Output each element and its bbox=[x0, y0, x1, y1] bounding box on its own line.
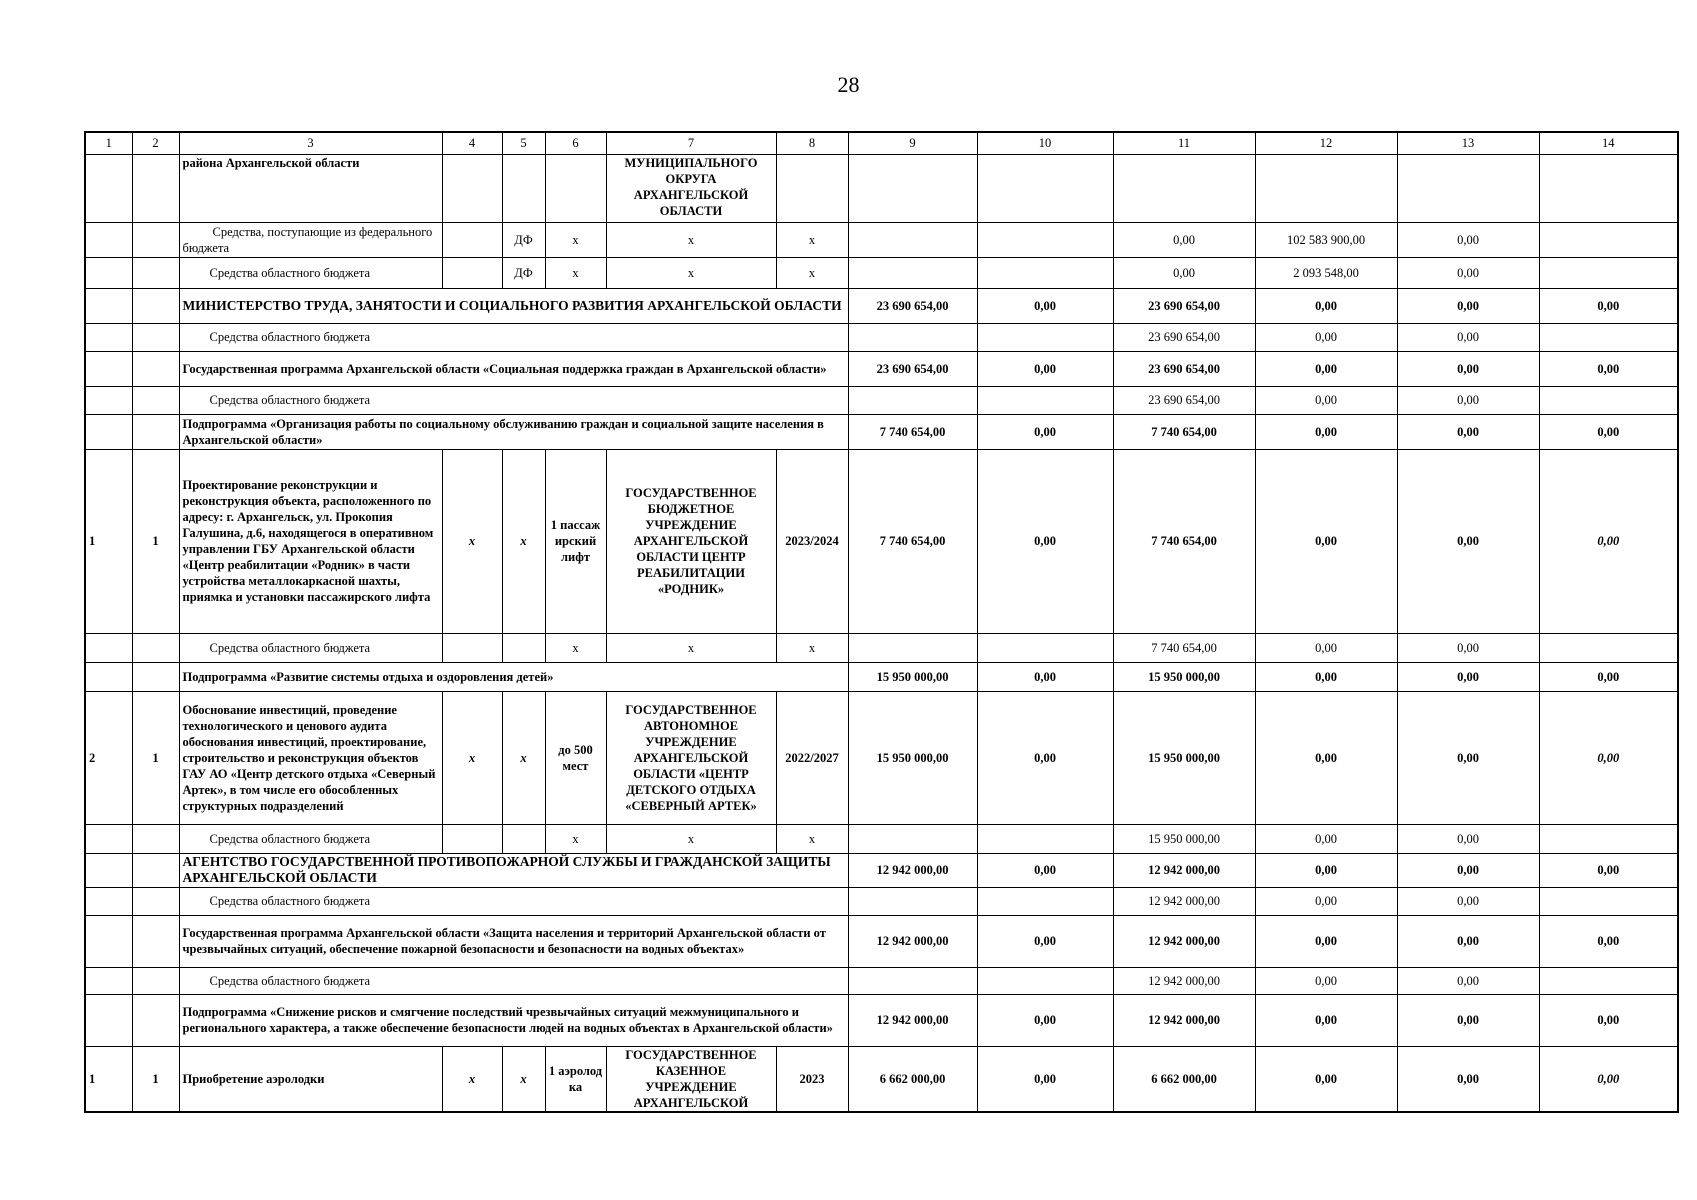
column-number: 14 bbox=[1539, 132, 1678, 154]
cell: 23 690 654,00 bbox=[848, 351, 977, 386]
cell: 0,00 bbox=[1255, 824, 1397, 853]
cell: х bbox=[545, 633, 606, 662]
funding-source: Средства областного бюджета bbox=[179, 633, 442, 662]
cell: х bbox=[776, 633, 848, 662]
cell: 0,00 bbox=[1539, 449, 1678, 633]
table-row bbox=[85, 154, 1678, 222]
cell: 0,00 bbox=[1255, 967, 1397, 994]
cell: х bbox=[442, 449, 502, 633]
column-number: 13 bbox=[1397, 132, 1539, 154]
table-row bbox=[85, 351, 1678, 386]
cell: 0,00 bbox=[1255, 691, 1397, 824]
cell: 0,00 bbox=[977, 449, 1113, 633]
cell: х bbox=[606, 824, 776, 853]
cell: 0,00 bbox=[977, 915, 1113, 967]
cell: 15 950 000,00 bbox=[848, 662, 977, 691]
cell: х bbox=[776, 222, 848, 257]
cell: х bbox=[502, 1046, 545, 1112]
cell: 0,00 bbox=[1397, 351, 1539, 386]
cell: 0,00 bbox=[1397, 414, 1539, 449]
cell: 0,00 bbox=[1255, 449, 1397, 633]
cell: 7 740 654,00 bbox=[848, 414, 977, 449]
cell: х bbox=[545, 222, 606, 257]
cell: 0,00 bbox=[1255, 633, 1397, 662]
cell: 0,00 bbox=[1255, 288, 1397, 323]
table-row bbox=[85, 994, 1678, 1046]
cell: 0,00 bbox=[977, 1046, 1113, 1112]
column-number: 11 bbox=[1113, 132, 1255, 154]
funding-source: Средства областного бюджета bbox=[179, 824, 442, 853]
cell: 23 690 654,00 bbox=[848, 288, 977, 323]
cell: х bbox=[776, 257, 848, 288]
cell: 0,00 bbox=[1539, 1046, 1678, 1112]
cell: до 500 мест bbox=[545, 691, 606, 824]
cell: 6 662 000,00 bbox=[848, 1046, 977, 1112]
recipient: МУНИЦИПАЛЬНОГО ОКРУГА АРХАНГЕЛЬСКОЙ ОБЛАСТИ bbox=[606, 154, 776, 222]
cell: 15 950 000,00 bbox=[848, 691, 977, 824]
cell: 0,00 bbox=[1255, 1046, 1397, 1112]
object-name: Проектирование реконструкции и реконструкция объекта, расположенного по адресу: г. Архангельск, ул. Прокопия Галушина, д.6, находящегося в оперативном управлении ГБУ Архангельской области «Центр реабилитации «Родник» в части устройства металлокаркасной шахты, приямка и установки пассажирского лифта bbox=[179, 449, 442, 633]
table-row bbox=[85, 288, 1678, 323]
cell: 12 942 000,00 bbox=[848, 915, 977, 967]
cell: 12 942 000,00 bbox=[1113, 853, 1255, 887]
column-number: 12 bbox=[1255, 132, 1397, 154]
column-number: 6 bbox=[545, 132, 606, 154]
program-name: Государственная программа Архангельской области «Социальная поддержка граждан в Архангельской области» bbox=[179, 351, 848, 386]
cell: 0,00 bbox=[1539, 994, 1678, 1046]
column-number: 8 bbox=[776, 132, 848, 154]
cell: х bbox=[502, 691, 545, 824]
cell: 0,00 bbox=[1539, 351, 1678, 386]
table-row bbox=[85, 915, 1678, 967]
cell: 7 740 654,00 bbox=[1113, 414, 1255, 449]
cell: 0,00 bbox=[1255, 351, 1397, 386]
cell: 0,00 bbox=[1397, 1046, 1539, 1112]
cell: 0,00 bbox=[1539, 691, 1678, 824]
funding-source: Средства областного бюджета bbox=[179, 257, 442, 288]
cell: 0,00 bbox=[1113, 222, 1255, 257]
cell: 0,00 bbox=[1539, 662, 1678, 691]
cell: 7 740 654,00 bbox=[1113, 633, 1255, 662]
cell: 0,00 bbox=[1539, 414, 1678, 449]
cell: 0,00 bbox=[1539, 288, 1678, 323]
cell: 2023 bbox=[776, 1046, 848, 1112]
cell: 0,00 bbox=[1113, 257, 1255, 288]
funding-source: Средства областного бюджета bbox=[179, 887, 848, 915]
table-row bbox=[85, 824, 1678, 853]
cell: 0,00 bbox=[1255, 386, 1397, 414]
table-header-row bbox=[85, 132, 1678, 154]
cell: х bbox=[442, 691, 502, 824]
subprogram-name: Подпрограмма «Организация работы по социальному обслуживанию граждан и социальной защите населения в Архангельской области» bbox=[179, 414, 848, 449]
column-number: 4 bbox=[442, 132, 502, 154]
funding-source: Средства областного бюджета bbox=[179, 386, 848, 414]
subprogram-name: Подпрограмма «Снижение рисков и смягчение последствий чрезвычайных ситуаций межмуниципального и регионального характера, а также обеспечение безопасности людей на водных объектах в Архангельской области» bbox=[179, 994, 848, 1046]
cell: 0,00 bbox=[977, 691, 1113, 824]
cell: 0,00 bbox=[1397, 449, 1539, 633]
cell: 0,00 bbox=[1397, 994, 1539, 1046]
cell: 1 аэролод ка bbox=[545, 1046, 606, 1112]
cell: 0,00 bbox=[977, 288, 1113, 323]
table-row bbox=[85, 323, 1678, 351]
cell: 0,00 bbox=[977, 853, 1113, 887]
cell: 2023/2024 bbox=[776, 449, 848, 633]
table-row bbox=[85, 414, 1678, 449]
cell: 2 bbox=[85, 691, 132, 824]
cell: 0,00 bbox=[1255, 853, 1397, 887]
cell: 0,00 bbox=[1397, 662, 1539, 691]
cell: х bbox=[545, 824, 606, 853]
cell: 0,00 bbox=[1255, 323, 1397, 351]
cell: 0,00 bbox=[977, 994, 1113, 1046]
cell: 0,00 bbox=[1397, 323, 1539, 351]
cell: 0,00 bbox=[1397, 257, 1539, 288]
cell: 7 740 654,00 bbox=[848, 449, 977, 633]
cell: 1 bbox=[85, 449, 132, 633]
cell: 102 583 900,00 bbox=[1255, 222, 1397, 257]
cell: 12 942 000,00 bbox=[848, 853, 977, 887]
column-number: 3 bbox=[179, 132, 442, 154]
cell: 0,00 bbox=[1255, 915, 1397, 967]
table-row bbox=[85, 691, 1678, 824]
cell: 23 690 654,00 bbox=[1113, 288, 1255, 323]
column-number: 1 bbox=[85, 132, 132, 154]
cell: 1 пассаж ирский лифт bbox=[545, 449, 606, 633]
column-number: 5 bbox=[502, 132, 545, 154]
budget-table bbox=[84, 131, 1679, 1113]
cell: х bbox=[606, 222, 776, 257]
funding-source: Средства, поступающие из федерального бюджета bbox=[179, 222, 442, 257]
cell: х bbox=[442, 1046, 502, 1112]
cell: 15 950 000,00 bbox=[1113, 824, 1255, 853]
recipient: ГОСУДАРСТВЕННОЕ БЮДЖЕТНОЕ УЧРЕЖДЕНИЕ АРХАНГЕЛЬСКОЙ ОБЛАСТИ ЦЕНТР РЕАБИЛИТАЦИИ «РОДНИК» bbox=[606, 449, 776, 633]
cell: 6 662 000,00 bbox=[1113, 1046, 1255, 1112]
cell: 0,00 bbox=[1397, 691, 1539, 824]
cell: ДФ bbox=[502, 257, 545, 288]
cell: 0,00 bbox=[1255, 887, 1397, 915]
cell: 0,00 bbox=[1397, 915, 1539, 967]
cell: 0,00 bbox=[1539, 853, 1678, 887]
cell: 1 bbox=[132, 1046, 179, 1112]
cell: 23 690 654,00 bbox=[1113, 351, 1255, 386]
table-row bbox=[85, 386, 1678, 414]
subprogram-name: Подпрограмма «Развитие системы отдыха и оздоровления детей» bbox=[179, 662, 848, 691]
table-row bbox=[85, 662, 1678, 691]
item-name: района Архангельской области bbox=[179, 154, 442, 222]
cell: 23 690 654,00 bbox=[1113, 323, 1255, 351]
cell: 2022/2027 bbox=[776, 691, 848, 824]
recipient: ГОСУДАРСТВЕННОЕ АВТОНОМНОЕ УЧРЕЖДЕНИЕ АРХАНГЕЛЬСКОЙ ОБЛАСТИ «ЦЕНТР ДЕТСКОГО ОТДЫХА «СЕВЕРНЫЙ АРТЕК» bbox=[606, 691, 776, 824]
cell: 0,00 bbox=[1397, 853, 1539, 887]
object-name: Приобретение аэролодки bbox=[179, 1046, 442, 1112]
cell: 0,00 bbox=[1255, 662, 1397, 691]
cell: 0,00 bbox=[1255, 994, 1397, 1046]
funding-source: Средства областного бюджета bbox=[179, 323, 848, 351]
cell: 0,00 bbox=[1539, 915, 1678, 967]
cell: 0,00 bbox=[1397, 288, 1539, 323]
cell: 2 093 548,00 bbox=[1255, 257, 1397, 288]
cell: х bbox=[545, 257, 606, 288]
cell: 0,00 bbox=[1397, 222, 1539, 257]
cell: 12 942 000,00 bbox=[1113, 994, 1255, 1046]
cell: 1 bbox=[132, 449, 179, 633]
cell: 0,00 bbox=[1255, 414, 1397, 449]
column-number: 10 bbox=[977, 132, 1113, 154]
table-row bbox=[85, 967, 1678, 994]
table-row bbox=[85, 222, 1678, 257]
cell: 15 950 000,00 bbox=[1113, 662, 1255, 691]
cell: 0,00 bbox=[1397, 824, 1539, 853]
program-name: Государственная программа Архангельской области «Защита населения и территорий Архангельской области от чрезвычайных ситуаций, обеспечение пожарной безопасности и безопасности на водных объектах» bbox=[179, 915, 848, 967]
funding-source: Средства областного бюджета bbox=[179, 967, 848, 994]
cell: 0,00 bbox=[1397, 386, 1539, 414]
cell: 0,00 bbox=[1397, 633, 1539, 662]
cell: 23 690 654,00 bbox=[1113, 386, 1255, 414]
table-row bbox=[85, 257, 1678, 288]
column-number: 7 bbox=[606, 132, 776, 154]
cell: х bbox=[606, 257, 776, 288]
cell: 7 740 654,00 bbox=[1113, 449, 1255, 633]
table-row bbox=[85, 853, 1678, 887]
cell: 12 942 000,00 bbox=[848, 994, 977, 1046]
cell: 12 942 000,00 bbox=[1113, 967, 1255, 994]
cell: 12 942 000,00 bbox=[1113, 915, 1255, 967]
cell: 12 942 000,00 bbox=[1113, 887, 1255, 915]
table-row bbox=[85, 449, 1678, 633]
cell: 0,00 bbox=[1397, 887, 1539, 915]
column-number: 2 bbox=[132, 132, 179, 154]
table-row bbox=[85, 887, 1678, 915]
cell: 1 bbox=[132, 691, 179, 824]
cell: ДФ bbox=[502, 222, 545, 257]
column-number: 9 bbox=[848, 132, 977, 154]
cell: х bbox=[502, 449, 545, 633]
recipient: ГОСУДАРСТВЕННОЕ КАЗЕННОЕ УЧРЕЖДЕНИЕ АРХАНГЕЛЬСКОЙ bbox=[606, 1046, 776, 1112]
object-name: Обоснование инвестиций, проведение технологического и ценового аудита обоснования инвестиций, проектирование, строительство и реконструкция объектов ГАУ АО «Центр детского отдыха «Северный Артек», в том числе его обособленных структурных подразделений bbox=[179, 691, 442, 824]
table-row bbox=[85, 1046, 1678, 1112]
cell: х bbox=[606, 633, 776, 662]
table-row bbox=[85, 633, 1678, 662]
cell: 0,00 bbox=[977, 351, 1113, 386]
cell: 0,00 bbox=[977, 662, 1113, 691]
cell: 0,00 bbox=[977, 414, 1113, 449]
cell: 15 950 000,00 bbox=[1113, 691, 1255, 824]
ministry-name: МИНИСТЕРСТВО ТРУДА, ЗАНЯТОСТИ И СОЦИАЛЬНОГО РАЗВИТИЯ АРХАНГЕЛЬСКОЙ ОБЛАСТИ bbox=[179, 288, 848, 323]
page-number: 28 bbox=[837, 72, 860, 97]
cell: 0,00 bbox=[1397, 967, 1539, 994]
agency-name: АГЕНТСТВО ГОСУДАРСТВЕННОЙ ПРОТИВОПОЖАРНОЙ СЛУЖБЫ И ГРАЖДАНСКОЙ ЗАЩИТЫ АРХАНГЕЛЬСКОЙ ОБЛАСТИ bbox=[179, 853, 848, 887]
cell: 1 bbox=[85, 1046, 132, 1112]
cell: х bbox=[776, 824, 848, 853]
